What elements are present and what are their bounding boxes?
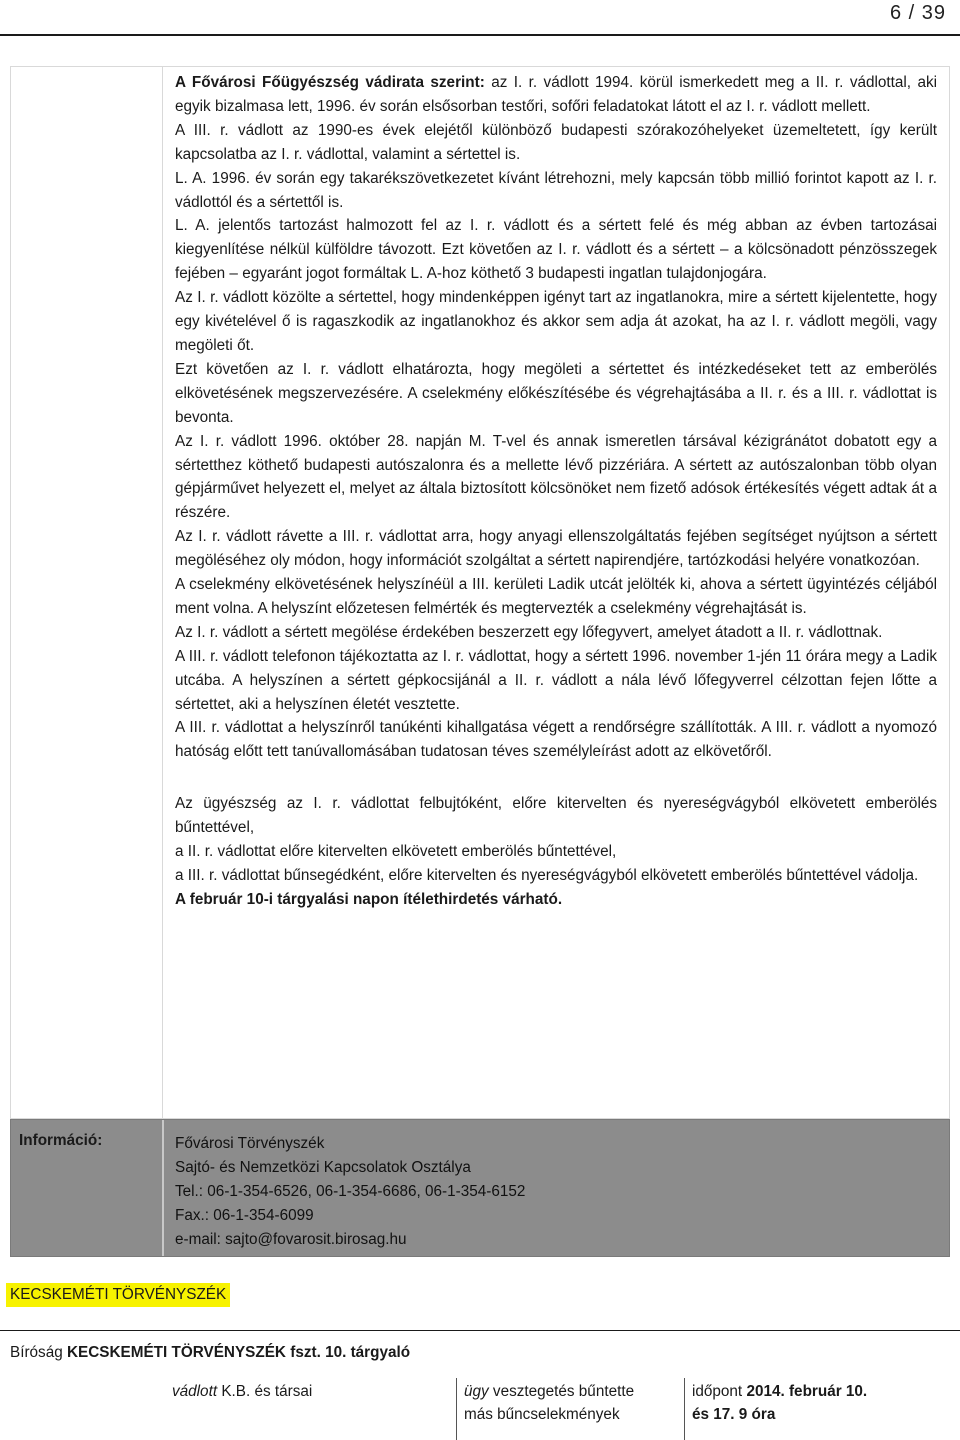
paragraph: L. A. jelentős tartozást halmozott fel az I. r. vádlott és a sértett felé és még abban az évben tartozásai kiegyenlítése nélkül külföldre távozott. Ezt követően az I. r. vádlott és a sértett – a kölcsönadott pénzösszegek fejében – egyaránt jogot formáltak L. A-hoz köthető 3 budapesti ingatlan tulajdonjogára. [175, 217, 937, 283]
column-separator [456, 1378, 457, 1440]
verdict-note: A február 10-i tárgyalási napon ítélethirdetés várható. [175, 890, 563, 908]
contact-info [175, 1132, 525, 1252]
court-rule [0, 1330, 960, 1331]
paragraph: Ezt követően az I. r. vádlott elhatározta, hogy megöleti a sértettet és intézkedéseket tett az emberölés elkövetésének megszervezésére. A cselekmény előkészítésébe és végrehajtásába a II. r. és a III. r. vádlottat is bevonta. [175, 360, 937, 426]
paragraph: Az I. r. vádlott rávette a III. r. vádlottat arra, hogy anyagi ellenszolgáltatás fejében segítséget nyújtson a sértett megöléséhez oly módon, hogy információt szolgáltat a sértett napirendjére, tartózkodási helyére vonatkozóan. [175, 528, 937, 570]
paragraph-charge: a III. r. vádlottat bűnsegédként, előre kitervelten és nyereségvágyból elkövetett emberölés bűntettével vádolja. [175, 867, 919, 884]
paragraph: A III. r. vádlott az 1990-es évek elejétől különböző budapesti szórakozóhelyeket üzemeltetett, így került kapcsolatba az I. r. vádlottal, valamint a sértettel is. [175, 121, 937, 163]
paragraph: Az I. r. vádlott közölte a sértettel, hogy mindenképpen igényt tart az ingatlanokra, mire a sértett kijelentette, hogy egy kivételével ő is ragaszkodik az ingatlanokhoz és akkor sem adja át azokat, ha az I. r. vádlott megöli, vagy megöleti őt. [175, 289, 937, 354]
paragraph: L. A. 1996. év során egy takarékszövetkezetet kívánt létrehozni, mely kapcsán több millió forintot kapott az I. r. vádlottól és a sértettől is. [175, 169, 937, 211]
case-matter: ügy vesztegetés bűntette más bűncselekmények [464, 1383, 635, 1423]
court-room: Bíróság KECSKEMÉTI TÖRVÉNYSZÉK fszt. 10. tárgyaló [10, 1344, 411, 1361]
paragraph: A III. r. vádlottat a helyszínről tanúkénti kihallgatása végett a rendőrségre szállították. A III. r. vádlott a nyomozó hatóság előtt tett tanúvallomásában tudatosan téves személyleírást adott az elkövetőről. [175, 719, 937, 761]
page-number: 6 / 39 [889, 2, 946, 24]
paragraph-gap [175, 764, 937, 792]
label-column [11, 67, 163, 1118]
contact-department: Sajtó- és Nemzetközi Kapcsolatok Osztálya [175, 1158, 471, 1176]
case-description-table [10, 66, 950, 1119]
paragraph: Az I. r. vádlott a sértett megölése érdekében beszerzett egy lőfegyvert, amelyet átadott a II. r. vádlottnak. [175, 623, 883, 641]
info-label-cell [11, 1120, 164, 1256]
contact-organization: Fővárosi Törvényszék [175, 1135, 325, 1152]
contact-email[interactable]: e-mail: sajto@fovarosit.birosag.hu [175, 1230, 407, 1248]
paragraph-charge: a II. r. vádlottat előre kitervelten elkövetett emberölés bűntettével, [175, 843, 617, 861]
indictment-heading: A Fővárosi Főügyészség vádirata szerint: [175, 74, 485, 91]
case-time: időpont 2014. február 10. és 17. 9 óra [692, 1383, 868, 1423]
info-label: Információ: [19, 1132, 103, 1149]
paragraph: A cselekmény elkövetésének helyszínéül a III. kerületi Ladik utcát jelölték ki, ahova a sértett ügyintézés céljából ment volna. A helyszínt előzetesen felmérték és megtervezték a cselekmény végrehajtását is. [175, 576, 937, 617]
header-rule [0, 34, 960, 36]
case-defendant: vádlott K.B. és társai [172, 1383, 313, 1400]
paragraph-indictment: A Fővárosi Főügyészség vádirata szerint: az I. r. vádlott 1994. körül ismerkedett meg a II. r. vádlottal, aki egyik bizalmasa lett, 1996. év során elsősorban testőri, sofőri feladatokat látott el az I. r. vádlott mellett. [175, 74, 938, 115]
paragraph: Az I. r. vádlott 1996. október 28. napján M. T-vel és annak ismeretlen társával kézigránátot dobatott egy a sértetthez köthető budapesti autószalonra és a mellette lévő pizzériára. A sértett az autószalonban több olyan gépjárművet helyezett el, melyet az általa biztosított kölcsönöket nem fizető adósok értékesítés végett adtak át a részére. [175, 432, 937, 522]
contact-phone: Tel.: 06-1-354-6526, 06-1-354-6686, 06-1-354-6152 [175, 1182, 526, 1200]
contact-fax: Fax.: 06-1-354-6099 [175, 1206, 314, 1224]
case-row [0, 1372, 960, 1440]
column-separator [684, 1378, 685, 1440]
paragraph: A III. r. vádlott telefonon tájékoztatta az I. r. vádlottat, hogy a sértett 1996. november 1-jén 11 órára megy a Ladik utcába. A helyszínen a sértett gépkocsijánál a II. r. vádlott a nála lévő lőfegyverrel célzottan fejen lőtte a sértettet, aki a helyszínen életét vesztette. [175, 647, 937, 713]
court-title: KECSKEMÉTI TÖRVÉNYSZÉK [6, 1283, 230, 1307]
paragraph-charge: Az ügyészség az I. r. vádlottat felbujtóként, előre kitervelten és nyereségvágyból elkövetett emberölés bűntettével, [175, 795, 937, 837]
information-row [10, 1119, 950, 1257]
page-header [0, 0, 960, 32]
case-description [175, 71, 937, 912]
